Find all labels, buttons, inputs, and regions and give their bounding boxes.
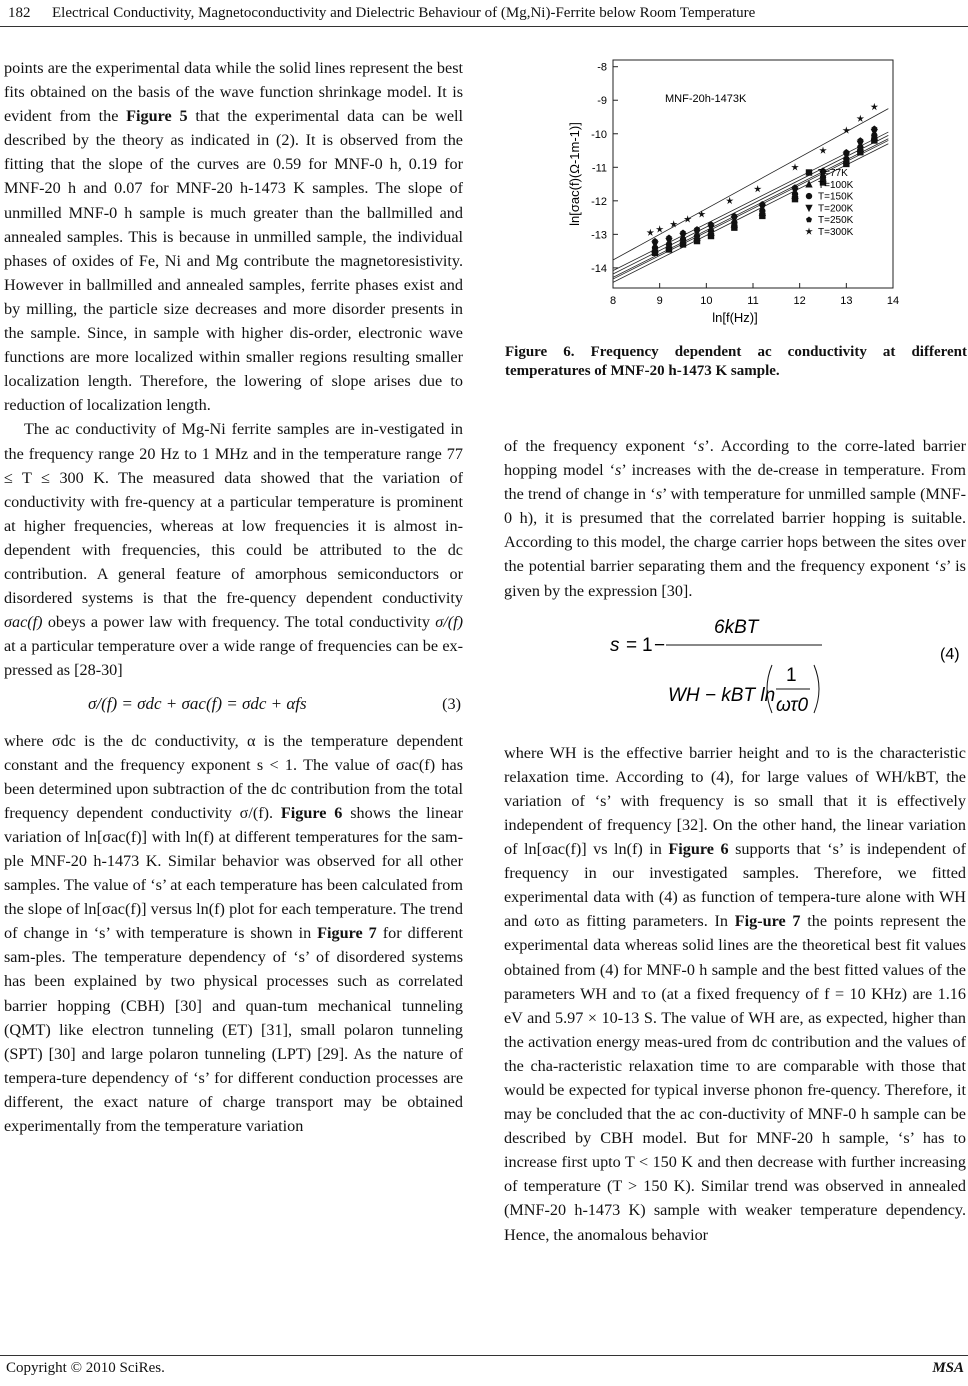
figure-6-caption: Figure 6. Frequency dependent ac conductivity at different temperatures of MNF-20 h-1473 K sample.: [505, 344, 967, 379]
y-tick-label: -13: [591, 229, 607, 242]
equation-3: [4, 692, 463, 716]
journal-abbreviation: MSA: [932, 1360, 964, 1376]
eq4-equals: =: [626, 634, 638, 656]
x-tick-label: 13: [840, 295, 853, 307]
y-tick-label: -9: [597, 95, 607, 108]
data-point: [805, 205, 812, 212]
y-tick-label: -12: [591, 195, 607, 208]
eq4-inner-numerator: 1: [786, 664, 797, 686]
data-point: [806, 169, 812, 175]
data-point: [684, 215, 692, 222]
data-point: [843, 149, 849, 155]
data-point: [857, 115, 865, 122]
symbol-sigma-prime: σ/(f): [435, 613, 463, 632]
legend-label: T=200K: [818, 203, 854, 215]
paragraph-ac-conductivity: The ac conductivity of Mg-Ni ferrite samples are in-vestigated in the frequency range 20 Hz to 1 MHz and in the temperature range 77 ≤ T ≤ 300 K. The measured data showed that the variation of conductivity with fre-quency at a particular temperature is prominent at higher frequencies, whereas at low frequencies it is almost in-dependent with frequencies, this could be attributed to the dc contribution. A general feature of amorphous semiconductors or disordered systems is that the fre-quency dependent conductivity σac(f) obeys a power law with frequency. The total conductivity σ/(f) at a particular temperature over a wide range of frequencies can be ex-pressed as [28-30]: [4, 420, 463, 680]
equation-4-graphic: [504, 611, 966, 731]
paragraph-barrier-height: where WH is the effective barrier height and τo is the characteristic relaxation time. According to (4), for large values of WH/kBT, the variation of ‘s’ with frequency is so small that it is effectively independent of frequency [32]. On the other hand, the linear variation of ln[σac(f)] vs ln(f) in Figure 6 supports that ‘s’ is independent of frequency in our investigated samples. Therefore, we fitted experimental data with (4) as function of tempera-ture alone with WH and ωτo as fitting parameters. In Fig-ure 7 the points represent the experimental data whereas solid lines are the theoretical best fit values obtained from (4) for MNF-0 h sample and the best fitted values of the parameters WH and τo (at a fixed frequency of f = 10 KHz) are 1.16 eV and 5.97 × 10-13 S. The value of WH are, as expected, higher than the activation energy meas-ured from dc contribution and the values of the cha-racteristic relaxation time τo are comparable with those that would be expected for typical inverse phonon fre-quency. Therefore, it may be concluded that the ac con-ductivity of MNF-0 h sample can be described by CBH model. But for MNF-20 h sample, ‘s’ has to increase first upto T < 150 K and then decrease with further increasing of temperature (T > 150 K). Similar trend was observed in annealed (MNF-20 h-1473 K) sample with weaker temperature dependency. Hence, the anomalous behavior: [504, 743, 967, 1244]
equation-4-number: (4): [940, 645, 960, 663]
eq4-one: 1: [642, 634, 653, 656]
legend-label: T=300K: [818, 227, 854, 238]
conductivity-chart: [505, 50, 967, 340]
symbol-sigma-ac: σac(f): [4, 613, 43, 632]
data-point: [806, 217, 812, 223]
figure-6-reference-2[interactable]: Figure 6: [668, 840, 729, 859]
data-point: [805, 228, 813, 235]
data-point: [857, 137, 863, 143]
y-tick-label: -10: [591, 128, 607, 141]
y-axis-label: ln[σac(f)(Ω-1m-1)]: [567, 122, 582, 226]
paragraph-cbh-model: of the frequency exponent ‘s’. According to the corre-lated barrier hopping model ‘s’ increases with the de-crease in temperature. From the trend of change in ‘s’ with temperature for unmilled sample (MNF-0 h), it is presumed that the correlated barrier hopping is suitable. According to this model, the charge carrier hops between the sites over the potential barrier separating them and the frequency exponent ‘s’ is given by the expression [30].: [504, 437, 967, 600]
eq4-s: s: [610, 634, 620, 656]
x-tick-label: 11: [747, 295, 759, 307]
data-point: [805, 180, 812, 187]
data-point: [680, 230, 686, 236]
data-point: [726, 197, 734, 204]
equation-4: [504, 611, 966, 731]
data-point: [656, 225, 664, 232]
legend-label: T=100K: [818, 179, 854, 191]
x-axis-label: ln[f(Hz)]: [712, 310, 758, 325]
x-tick-label: 14: [886, 295, 900, 307]
eq4-numerator: 6kBT: [714, 616, 759, 638]
data-point: [791, 163, 799, 170]
running-header-title: Electrical Conductivity, Magnetoconductivity and Dielectric Behaviour of (Mg,Ni)-Ferrite below Room Temperature: [52, 5, 756, 21]
data-point: [698, 210, 706, 217]
y-tick-label: -11: [591, 162, 607, 175]
header-rule: [0, 26, 968, 27]
data-point: [754, 185, 762, 192]
x-tick-label: 9: [656, 295, 663, 307]
figure-6: [505, 50, 967, 350]
x-tick-label: 8: [609, 295, 617, 307]
data-point: [871, 103, 879, 110]
copyright-notice: Copyright © 2010 SciRes.: [6, 1360, 165, 1376]
legend-entry: [805, 180, 853, 191]
equation-3-number: (3): [442, 695, 461, 714]
page-number: 182: [8, 5, 31, 21]
equation-3-body: σ/(f) = σdc + σac(f) = σdc + αfs: [88, 694, 307, 714]
data-point: [666, 235, 672, 241]
legend-entry: [805, 203, 853, 214]
paragraph-wave-function: points are the experimental data while the solid lines represent the best fits obtained on the basis of the wave function shrinkage model. It is evident from the Figure 5 that the experimental data can be well described by the theory as indicated in (2). It is observed from the fitting that the slope of the curves are 0.59 for MNF-0 h, 0.19 for MNF-20 h and 0.07 for MNF-20 h-1473 K samples. The slope of unmilled MNF-0 h sample is much greater than the ballmilled and annealed samples. This is because in unmilled sample, the individual phases of oxides of Fe, Ni and Mg contribute the magnetoresistivity. However in ballmilled and annealed samples, ferrite phases exist and by milling, the particle size decreases and more disorder presents in the sample. Since, in sample with higher dis-order, electronic wave functions are more localized within smaller regions resulting smaller localization length. Therefore, the lowering of slope arises due to reduction of localization length.: [4, 59, 464, 415]
figure-7-reference[interactable]: Figure 7: [317, 924, 377, 943]
data-point: [819, 147, 827, 154]
legend-label: T=150K: [818, 191, 854, 203]
data-point: [843, 126, 851, 133]
left-column: [4, 56, 463, 1138]
data-point: [871, 126, 877, 132]
legend-entry: [806, 192, 854, 203]
y-tick-label: -8: [597, 61, 607, 74]
eq4-inner-denominator: ωτ0: [776, 694, 809, 716]
legend-label: T=77K: [818, 168, 848, 179]
eq4-minus: −: [654, 634, 666, 656]
data-point: [652, 238, 658, 244]
legend-entry: [805, 227, 853, 238]
right-column: [504, 434, 966, 1247]
data-point: [806, 193, 812, 199]
x-tick-label: 12: [793, 295, 806, 307]
figure-7-reference-2[interactable]: Fig-ure 7: [734, 912, 801, 931]
figure-6-reference[interactable]: Figure 6: [280, 803, 343, 822]
paragraph-frequency-exponent: where σdc is the dc conductivity, α is the temperature dependent constant and the frequency exponent s < 1. The value of σac(f) has been determined upon subtraction of the dc contribution from the total frequency dependent conductivity σ/(f). Figure 6 shows the linear variation of ln[σac(f)] with ln(f) at different temperatures for the sam-ple MNF-20 h-1473 K. Similar behavior was observed for all other samples. The value of ‘s’ at each temperature has been calculated from the slope of ln[σac(f)] versus ln(f) plot for each temperature. The trend of change in ‘s’ with temperature is shown in Figure 7 for different sam-ples. The temperature dependency of ‘s’ of disordered systems has been explained by two physical processes such as correlated barrier hopping (CBH) [30] and quan-tum mechanical tunneling (QMT) like electron tunneling (ET) [31], small polaron tunneling (SPT) [30] and large polaron tunneling (LPT) [29]. As the nature of tempera-ture dependency of ‘s’ for different conduction processes are different, the exact nature of charge transport may be obtained experimentally from the temperature variation: [4, 731, 464, 1136]
footer-rule: [0, 1355, 968, 1356]
chart-title: MNF-20h-1473K: [665, 93, 747, 105]
eq4-denominator: WH − kBT ln: [668, 684, 776, 706]
figure-5-reference[interactable]: Figure 5: [126, 107, 188, 126]
legend-label: T=250K: [818, 215, 854, 227]
x-tick-label: 10: [700, 295, 713, 307]
data-point: [759, 201, 765, 207]
y-tick-label: -14: [591, 262, 607, 275]
data-point: [647, 229, 655, 236]
legend-entry: [806, 215, 854, 226]
